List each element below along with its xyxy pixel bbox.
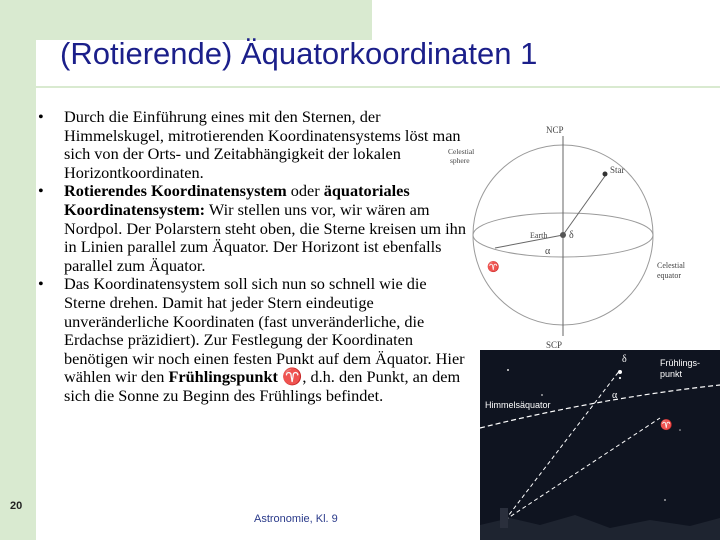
star-dot bbox=[541, 394, 543, 396]
bold-term: äquatoriales Koordinatensystem: bbox=[64, 181, 410, 219]
observer-silhouette bbox=[500, 508, 508, 528]
delta-label: δ bbox=[569, 230, 574, 241]
celestial-sphere-diagram bbox=[445, 118, 685, 353]
himmelsaequator-label: Himmelsäquator bbox=[485, 400, 551, 410]
top-accent-band bbox=[0, 0, 372, 40]
fruehlingspunkt-label: punkt bbox=[660, 369, 683, 379]
bullet-item bbox=[28, 275, 468, 405]
bullet-text: Durch die Einführung eines mit den Sternen, der Himmelskugel, mitrotierenden Koordinatensystems löst man sich von der Orts- und Zeitabhängigkeit der lokalen Horizontkoordinaten. bbox=[64, 107, 461, 182]
bullet-text: Das Koordinatensystem soll sich nun so schnell wie die Sterne drehen. Damit hat jeder Stern eindeutige unveränderliche Koordinaten (fast unveränderliche, die Erdachse präzidiert). Zur Festlegung der Koordinaten benötigen wir noch einen festen Punkt auf dem Äquator. Hier wählen wir den bbox=[64, 274, 465, 387]
star-dot bbox=[679, 429, 681, 431]
bullet-text: oder bbox=[286, 181, 324, 201]
vernal-label: ♈ bbox=[660, 420, 673, 431]
celestial-sphere-label: sphere bbox=[450, 156, 470, 165]
star-label: Star bbox=[610, 165, 625, 175]
bullet-marker: • bbox=[38, 274, 44, 294]
title-divider bbox=[36, 86, 720, 88]
alpha-label: α bbox=[545, 246, 551, 257]
page-number: 20 bbox=[10, 500, 23, 512]
bullet-list bbox=[28, 108, 468, 406]
ncp-label: NCP bbox=[546, 125, 564, 135]
celestial-equator-label: Celestial bbox=[657, 261, 685, 270]
bullet-item bbox=[28, 182, 468, 275]
scp-label: SCP bbox=[546, 340, 563, 350]
star-dot bbox=[619, 377, 621, 379]
bullet-marker: • bbox=[38, 181, 44, 201]
bold-term: Frühlingspunkt bbox=[168, 367, 278, 387]
bullet-item bbox=[28, 108, 468, 182]
bullet-text: Wir stellen uns vor, wir wären am Nordpol. Der Polarstern steht oben, die Sterne kreisen um ihn in Linien parallel zum Äquator. Der Horizont ist ebenfalls parallel zum Äquator. bbox=[64, 199, 466, 275]
celestial-equator-label: equator bbox=[657, 271, 681, 280]
star-dot bbox=[603, 172, 608, 177]
star-dot bbox=[507, 369, 509, 371]
earth-label: Earth bbox=[530, 231, 548, 240]
delta-label: δ bbox=[622, 354, 627, 365]
vernal-label: ♈ bbox=[487, 262, 500, 273]
sky-background bbox=[480, 350, 720, 540]
celestial-sphere-label: Celestial bbox=[448, 147, 475, 156]
alpha-label: α bbox=[612, 390, 618, 401]
bold-term: Rotierendes Koordinatensystem bbox=[64, 181, 287, 201]
bullet-text: , d.h. den Punkt, an dem sich die Sonne zu Beginn des Frühlings befindet. bbox=[64, 367, 461, 405]
star-dot bbox=[664, 499, 666, 501]
earth-dot bbox=[560, 232, 566, 238]
fruehlingspunkt-label: Frühlings- bbox=[660, 358, 701, 368]
star-ray bbox=[563, 176, 605, 235]
slide-title: (Rotierende) Äquatorkoordinaten 1 bbox=[60, 36, 538, 71]
night-sky-photo bbox=[480, 350, 720, 540]
delta-star bbox=[618, 370, 622, 374]
vernal-equinox-symbol: ♈ bbox=[282, 367, 303, 387]
vernal-ray bbox=[495, 235, 563, 248]
footer-text: Astronomie, Kl. 9 bbox=[254, 513, 338, 525]
bullet-marker: • bbox=[38, 107, 44, 126]
